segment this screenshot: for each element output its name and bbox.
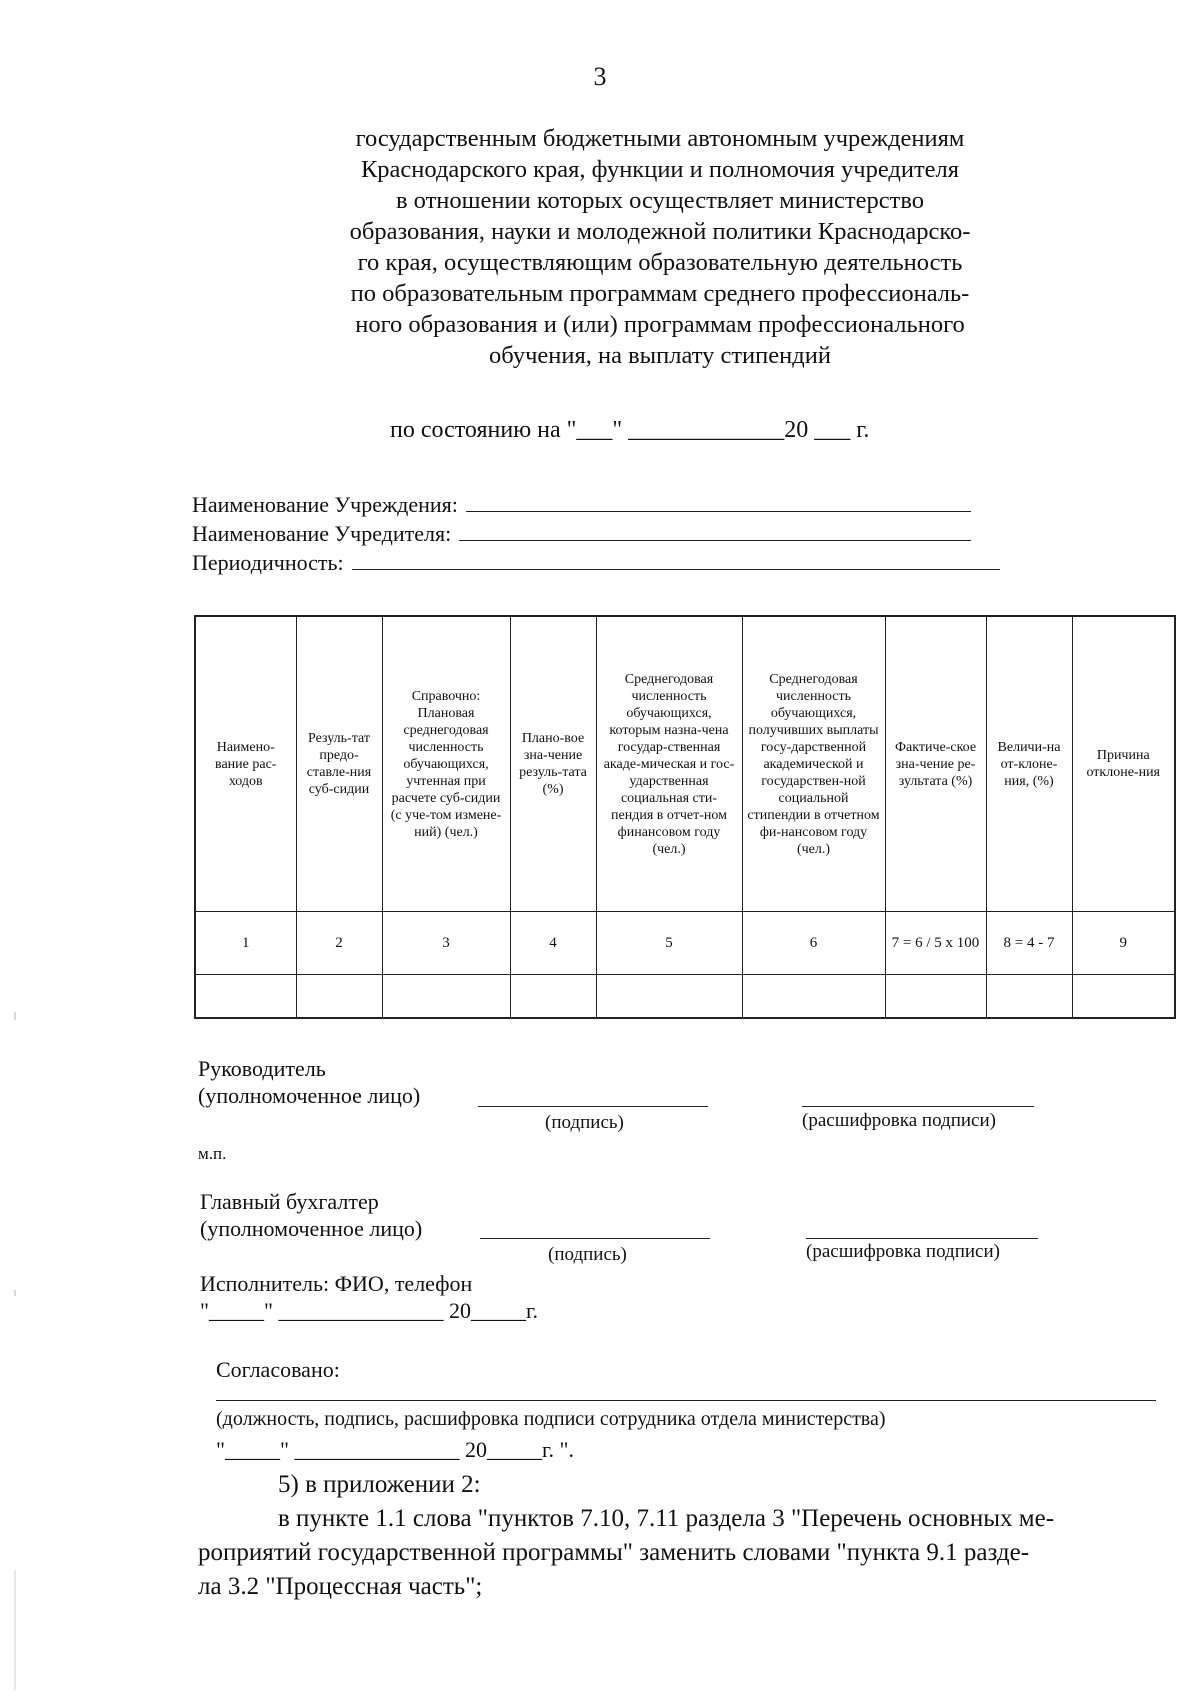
founder-row: [192, 519, 1000, 548]
column-header: Причина отклоне-ния: [1072, 616, 1175, 912]
column-number: 6: [742, 912, 885, 975]
body-paragraph-line: роприятий государственной программы" заменить словами "пункта 9.1 разде-: [198, 1539, 1030, 1566]
approval-label: Согласовано:: [216, 1357, 340, 1382]
table-row: [195, 975, 1175, 1019]
column-number-row: [195, 912, 1175, 975]
body-paragraph-line: ла 3.2 "Процессная часть";: [198, 1573, 483, 1600]
scan-artifact: [14, 1570, 16, 1690]
institution-field[interactable]: [466, 491, 971, 512]
column-header: Среднегодовая численность обучающихся, которым назна-чена государ-ственная акаде-мическая и гос-ударственная социальная сти-пендия в отчет-ном финансовом году (чел.): [596, 616, 742, 912]
column-number: 8 = 4 - 7: [986, 912, 1072, 975]
table-cell[interactable]: [885, 975, 986, 1019]
page-number: 3: [593, 62, 607, 91]
report-table: [194, 615, 1176, 1019]
head-decoding-line[interactable]: [802, 1106, 1034, 1107]
heading-line: государственным бюджетными автономным учреждениям: [355, 125, 965, 152]
column-header: Наимено-вание рас-ходов: [195, 616, 296, 912]
as-of-date: по состоянию на "___" _____________20 ___ г.: [390, 417, 870, 443]
heading-line: ного образования и (или) программам профессионального: [355, 311, 965, 338]
column-number: 2: [296, 912, 382, 975]
scan-artifact: [14, 1012, 16, 1020]
column-number: 3: [382, 912, 510, 975]
head-title: Руководитель: [198, 1056, 326, 1081]
table-header-row: [195, 616, 1175, 912]
approval-caption: (должность, подпись, расшифровка подписи сотрудника отдела министерства): [216, 1408, 886, 1430]
scan-artifact: [14, 1290, 16, 1296]
table-cell[interactable]: [510, 975, 596, 1019]
head-signature-line[interactable]: [478, 1106, 708, 1107]
heading-line: го края, осуществляющим образовательную деятельность: [357, 249, 963, 276]
column-header: Справочно: Плановая среднегодовая численность обучающихся, учтенная при расчете суб-сидии (с уче-том измене-ний) (чел.): [382, 616, 510, 912]
stamp-place: м.п.: [198, 1144, 227, 1163]
accountant-signature-line[interactable]: [480, 1238, 710, 1239]
institution-row: [192, 490, 1000, 519]
heading-line: в отношении которых осуществляет министерство: [395, 187, 924, 214]
column-number: 5: [596, 912, 742, 975]
periodicity-label: Периодичность:: [192, 550, 344, 575]
column-header: Резуль-тат предо-ставле-ния суб-сидии: [296, 616, 382, 912]
heading-line: по образовательным программам среднего профессиональ-: [350, 280, 970, 307]
head-title-note: (уполномоченное лицо): [198, 1083, 421, 1108]
column-number: 7 = 6 / 5 x 100: [885, 912, 986, 975]
approval-date: "_____" _______________ 20_____г. ".: [216, 1437, 574, 1462]
accountant-title: Главный бухгалтер: [200, 1189, 379, 1214]
accountant-decoding-line[interactable]: [806, 1238, 1038, 1239]
table-cell[interactable]: [195, 975, 296, 1019]
heading-line: Краснодарского края, функции и полномочия учредителя: [360, 156, 960, 183]
institution-label: Наименование Учреждения:: [192, 492, 458, 517]
decoding-caption: (расшифровка подписи): [802, 1110, 996, 1131]
founder-field[interactable]: [459, 520, 971, 541]
heading-line: образования, науки и молодежной политики Краснодарско-: [349, 218, 971, 245]
column-number: 9: [1072, 912, 1175, 975]
report-meta: [192, 490, 1000, 577]
column-number: 4: [510, 912, 596, 975]
table-cell[interactable]: [742, 975, 885, 1019]
accountant-title-note: (уполномоченное лицо): [200, 1216, 423, 1241]
approval-line[interactable]: [216, 1400, 1156, 1401]
body-paragraph-line: в пункте 1.1 слова "пунктов 7.10, 7.11 раздела 3 "Перечень основных ме-: [278, 1505, 1055, 1532]
column-header: Величи-на от-клоне-ния, (%): [986, 616, 1072, 912]
periodicity-field[interactable]: [352, 549, 1000, 570]
heading-line: обучения, на выплату стипендий: [489, 342, 831, 369]
signature-caption: (подпись): [548, 1244, 627, 1265]
column-header: Среднегодовая численность обучающихся, получивших выплаты госу-дарственной академической и государствен-ной социальной стипендии в отчетном фи-нансовом году (чел.): [742, 616, 885, 912]
column-header: Плано-вое зна-чение резуль-тата (%): [510, 616, 596, 912]
table-cell[interactable]: [986, 975, 1072, 1019]
column-number: 1: [195, 912, 296, 975]
periodicity-row: [192, 548, 1000, 577]
column-header: Фактиче-ское зна-чение ре-зультата (%): [885, 616, 986, 912]
table-cell[interactable]: [596, 975, 742, 1019]
founder-label: Наименование Учредителя:: [192, 521, 452, 546]
item-heading: 5) в приложении 2:: [278, 1471, 481, 1498]
decoding-caption: (расшифровка подписи): [806, 1241, 1000, 1262]
signature-caption: (подпись): [545, 1112, 624, 1133]
table-cell[interactable]: [382, 975, 510, 1019]
executor-label: Исполнитель: ФИО, телефон: [200, 1271, 473, 1296]
table-cell[interactable]: [1072, 975, 1175, 1019]
table-cell[interactable]: [296, 975, 382, 1019]
executor-date: "_____" _______________ 20_____г.: [200, 1298, 539, 1323]
form-heading: [290, 123, 1030, 371]
